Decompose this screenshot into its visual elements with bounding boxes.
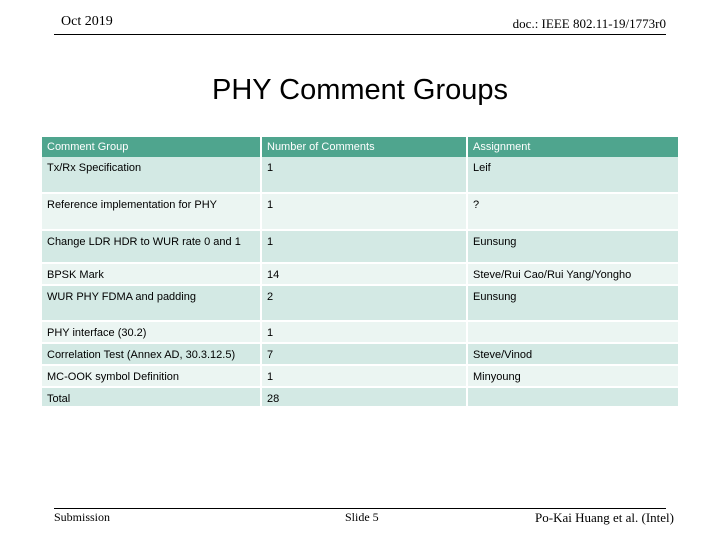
cell-count: 1	[262, 194, 468, 231]
cell-group: Total	[42, 388, 262, 408]
cell-count: 28	[262, 388, 468, 408]
table-header-row	[42, 137, 678, 157]
cell-assignment: Leif	[468, 157, 678, 194]
cell-assignment: Steve/Rui Cao/Rui Yang/Yongho	[468, 264, 678, 286]
cell-assignment: Steve/Vinod	[468, 344, 678, 366]
cell-group: WUR PHY FDMA and padding	[42, 286, 262, 322]
header-doc-id: doc.: IEEE 802.11-19/1773r0	[512, 16, 666, 31]
header-date: Oct 2019	[61, 14, 113, 29]
cell-assignment: Eunsung	[468, 286, 678, 322]
cell-group: Reference implementation for PHY	[42, 194, 262, 231]
cell-assignment: Eunsung	[468, 231, 678, 264]
table-row	[42, 388, 678, 408]
cell-group: MC-OOK symbol Definition	[42, 366, 262, 388]
table-row	[42, 264, 678, 286]
cell-group: PHY interface (30.2)	[42, 322, 262, 344]
cell-count: 1	[262, 157, 468, 194]
cell-count: 1	[262, 231, 468, 264]
cell-assignment	[468, 388, 678, 408]
cell-group: BPSK Mark	[42, 264, 262, 286]
table-row	[42, 231, 678, 264]
table-row	[42, 322, 678, 344]
footer-author: Po-Kai Huang et al. (Intel)	[535, 510, 674, 525]
column-header-assignment: Assignment	[468, 137, 678, 157]
footer-submission: Submission	[54, 510, 111, 524]
cell-group: Tx/Rx Specification	[42, 157, 262, 194]
cell-count: 2	[262, 286, 468, 322]
slide-title: PHY Comment Groups	[211, 74, 509, 106]
cell-count: 14	[262, 264, 468, 286]
table-row	[42, 286, 678, 322]
cell-count: 1	[262, 366, 468, 388]
table-row	[42, 366, 678, 388]
table-row	[42, 157, 678, 194]
header-divider	[54, 34, 666, 35]
cell-group: Change LDR HDR to WUR rate 0 and 1	[42, 231, 262, 264]
column-header-comment-group: Comment Group	[42, 137, 262, 157]
cell-assignment: ?	[468, 194, 678, 231]
comment-groups-table	[42, 137, 678, 408]
footer-slide-number: Slide 5	[345, 510, 379, 524]
cell-assignment: Minyoung	[468, 366, 678, 388]
footer-divider	[54, 508, 666, 509]
cell-assignment	[468, 322, 678, 344]
cell-count: 1	[262, 322, 468, 344]
column-header-number-of-comments: Number of Comments	[262, 137, 468, 157]
table-row	[42, 344, 678, 366]
cell-count: 7	[262, 344, 468, 366]
cell-group: Correlation Test (Annex AD, 30.3.12.5)	[42, 344, 262, 366]
table-row	[42, 194, 678, 231]
